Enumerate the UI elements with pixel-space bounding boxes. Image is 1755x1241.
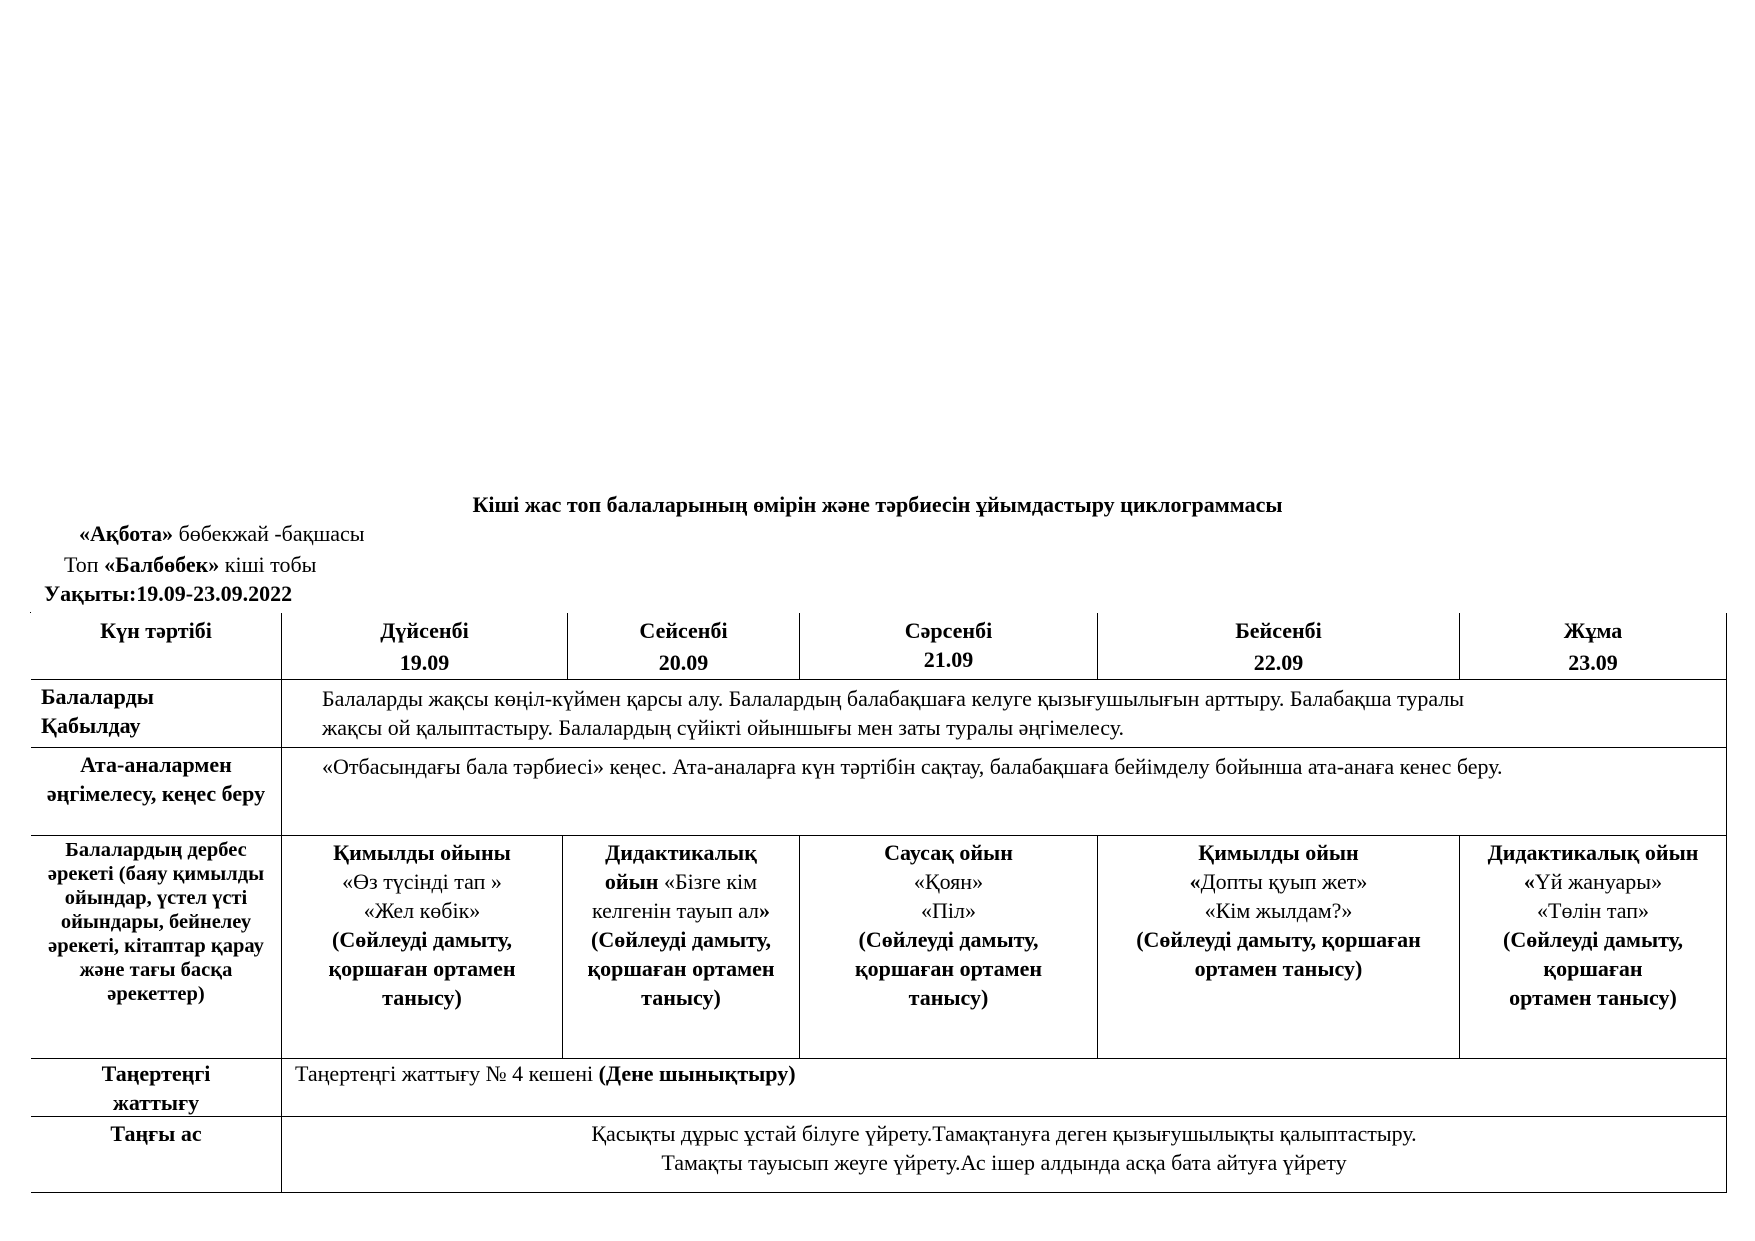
activity-thursday [1098, 836, 1460, 1059]
activity-area-1: (Сөйлеуді дамыту, [1503, 927, 1683, 952]
day-name: Сәрсенбі [904, 618, 993, 643]
reception-text-cell [282, 680, 1727, 748]
exercise-text: Таңертеңгі жаттығу № 4 кешені [295, 1061, 599, 1086]
activity-type: Дидактикалық ойын [1487, 840, 1699, 865]
parents-text: «Отбасындағы бала тәрбиесі» кеңес. Ата-аналарға күн тәртібін сақтау, балабақшаға бейімделу бойынша ата-анаға кенес беру. [322, 754, 1503, 779]
exercise-label-1: Таңертеңгі [101, 1061, 211, 1086]
activity-area-3: танысу) [908, 985, 989, 1010]
document-title: Кіші жас топ балаларының өмірін және тәрбиесін ұйымдастыру циклограммасы [472, 492, 1283, 517]
period-line: Уақыты:19.09-23.09.2022 [44, 581, 293, 606]
header-day-wednesday [800, 613, 1098, 680]
reception-label-1: Балаларды [41, 684, 154, 709]
group-prefix: Топ [64, 552, 105, 577]
activity-game-1: Допты қуып жет» [1200, 869, 1368, 894]
activity-game-2: «Жел көбік» [363, 898, 481, 923]
header-label-cell [31, 613, 282, 680]
reception-line-2: жақсы ой қалыптастыру. Балалардың сүйікті ойыншығы мен заты туралы әңгімелесу. [322, 715, 1125, 740]
header-day-thursday [1098, 613, 1460, 680]
activity-monday [282, 836, 563, 1059]
exercise-label-2: жаттығу [112, 1090, 200, 1115]
activity-type: Қимылды ойыны [333, 840, 511, 865]
activity-area-2: қоршаған ортамен [328, 956, 516, 981]
kindergarten-line [79, 521, 365, 547]
activity-wednesday [800, 836, 1098, 1059]
day-date: 19.09 [399, 650, 450, 675]
activity-type: Қимылды ойын [1198, 840, 1359, 865]
day-name: Дүйсенбі [380, 618, 469, 643]
reception-label-2: Қабылдау [41, 713, 141, 738]
kindergarten-suffix: бөбекжай -бақшасы [173, 521, 365, 546]
activity-game-1: «Өз түсінді тап » [342, 869, 502, 894]
activity-area-2: қоршаған ортамен [587, 956, 775, 981]
activity-type-cont: ойын [604, 869, 664, 894]
header-label: Күн тәртібі [100, 618, 212, 643]
exercise-label-cell [31, 1059, 282, 1117]
breakfast-line-1: Қасықты дұрыс ұстай білуге үйрету.Тамақтануға деген қызығушылықты қалыптастыру. [591, 1121, 1417, 1146]
activity-area-1: (Сөйлеуді дамыту, [591, 927, 771, 952]
independent-label: Балалардың дербес әрекеті (баяу қимылды ойындар, үстел үсті ойындары, бейнелеу әрекеті, кітаптар қарау және тағы басқа әрекеттер) [47, 839, 265, 1005]
day-date: 23.09 [1568, 650, 1618, 675]
exercise-text-cell [282, 1059, 1727, 1117]
day-date: 21.09 [923, 647, 974, 672]
day-date: 20.09 [658, 650, 709, 675]
day-name: Сейсенбі [639, 618, 728, 643]
parents-label-cell [31, 748, 282, 836]
activity-area-2: ортамен танысу) [1194, 956, 1363, 981]
group-line [64, 552, 316, 578]
reception-label-cell [31, 680, 282, 748]
activity-game-1-open: « [1189, 869, 1201, 894]
activity-game-1-end: » [759, 898, 771, 923]
kindergarten-name: «Ақбота» [79, 521, 174, 546]
activity-game-1: «Бізге кім [663, 869, 758, 894]
activity-area-1: (Сөйлеуді дамыту, [858, 927, 1039, 952]
group-name: «Балбөбек» [104, 552, 220, 577]
day-name: Бейсенбі [1235, 618, 1322, 643]
activity-game-1: Үй жануары» [1534, 869, 1663, 894]
header-day-friday [1460, 613, 1727, 680]
header-day-monday [282, 613, 568, 680]
schedule-table [30, 612, 1699, 1175]
group-suffix: кіші тобы [219, 552, 317, 577]
breakfast-line-2: Тамақты тауысып жеуге үйрету.Ас ішер алдында асқа бата айтуға үйрету [661, 1150, 1347, 1175]
activity-area-3: танысу) [382, 985, 462, 1010]
activity-area-1: (Сөйлеуді дамыту, қоршаған [1136, 927, 1421, 952]
day-date: 22.09 [1253, 650, 1304, 675]
day-name: Жұма [1563, 618, 1623, 643]
parents-text-cell [282, 748, 1727, 836]
activity-game-2: «Піл» [921, 898, 976, 923]
activity-area-2: қоршаған ортамен [854, 956, 1043, 981]
activity-type: Дидактикалық [605, 840, 757, 865]
activity-type: Саусақ ойын [884, 840, 1013, 865]
activity-area-3: ортамен танысу) [1509, 985, 1677, 1010]
activity-area-3: танысу) [641, 985, 721, 1010]
activity-game-1: «Қоян» [913, 869, 984, 894]
activity-friday [1460, 836, 1727, 1059]
independent-label-cell [31, 836, 282, 1059]
parents-label: Ата-аналармен әңгімелесу, кеңес беру [46, 752, 266, 806]
breakfast-text-cell [282, 1117, 1727, 1193]
breakfast-label-cell [31, 1117, 282, 1193]
header-day-tuesday [568, 613, 800, 680]
activity-game-2: «Төлін тап» [1537, 898, 1649, 923]
breakfast-label: Таңғы ас [110, 1121, 202, 1146]
activity-area-2: қоршаған [1543, 956, 1643, 981]
reception-line-1: Балаларды жақсы көңіл-күймен қарсы алу. Балалардың балабақшаға келуге қызығушылығын арттыру. Балабақша туралы [322, 686, 1465, 711]
activity-game-1-open: « [1523, 869, 1535, 894]
activity-area-1: (Сөйлеуді дамыту, [332, 927, 512, 952]
activity-tuesday [563, 836, 800, 1059]
activity-game-1-cont: келгенін тауып ал [591, 898, 760, 923]
activity-game-2: «Кім жылдам?» [1204, 898, 1353, 923]
exercise-subject: (Дене шынықтыру) [598, 1061, 796, 1086]
